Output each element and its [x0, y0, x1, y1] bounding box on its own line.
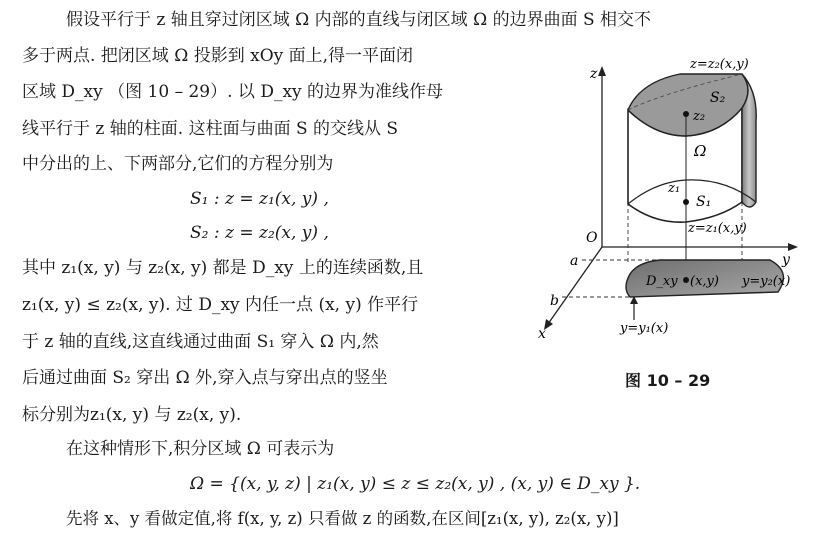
paragraph-line-11: 在这种情形下,积分区域 Ω 可表示为: [66, 439, 335, 459]
formula-s1: S₁ : z = z₁(x, y) ,: [190, 189, 329, 209]
label-z1: z₁: [668, 181, 681, 196]
label-s1: S₁: [696, 194, 712, 210]
z-axis-arrow: [598, 66, 606, 76]
paragraph-line-12: 先将 x、y 看做定值,将 f(x, y, z) 只看做 z 的函数,在区间[z₁(x, y), z₂(x, y)]: [66, 509, 619, 528]
label-omega: Ω: [694, 142, 707, 160]
figure-10-29: [530, 52, 830, 352]
label-dxy: D_xy: [646, 274, 678, 289]
label-top-surface: z=z₂(x,y): [690, 57, 749, 72]
point-z2: [683, 111, 689, 117]
paragraph-line-10: 标分别为z₁(x, y) 与 z₂(x, y).: [22, 405, 242, 425]
label-z2: z₂: [693, 109, 706, 124]
paragraph-line-3: 区域 D_xy （图 10 – 29）. 以 D_xy 的边界为准线作母: [22, 82, 444, 102]
paragraph-line-8: 于 z 轴的直线,这直线通过曲面 S₁ 穿入 Ω 内,然: [22, 332, 379, 352]
formula-s2: S₂ : z = z₂(x, y) ,: [190, 223, 329, 243]
y-axis-arrow: [788, 243, 798, 251]
z-axis-label: z: [590, 66, 598, 82]
point-z1: [683, 199, 689, 205]
paragraph-line-4: 线平行于 z 轴的柱面. 这柱面与曲面 S 的交线从 S: [22, 119, 399, 139]
label-y2: y=y₂(x): [742, 274, 791, 289]
point-xy: [683, 277, 689, 283]
origin-label: O: [586, 230, 598, 246]
paragraph-line-9: 后通过曲面 S₂ 穿出 Ω 外,穿入点与穿出点的竖坐: [22, 368, 388, 388]
label-bottom-surface: z=z₁(x,y): [688, 221, 747, 236]
label-y1: y=y₁(x): [620, 321, 669, 336]
paragraph-line-6: 其中 z₁(x, y) 与 z₂(x, y) 都是 D_xy 上的连续函数,且: [22, 258, 424, 278]
paragraph-line-2: 多于两点. 把闭区域 Ω 投影到 xOy 面上,得一平面闭: [22, 46, 414, 66]
paragraph-line-1: 假设平行于 z 轴且穿过闭区域 Ω 内部的直线与闭区域 Ω 的边界曲面 S 相交不: [66, 10, 652, 30]
paragraph-line-7: z₁(x, y) ≤ z₂(x, y). 过 D_xy 内任一点 (x, y) 作平行: [22, 295, 419, 315]
x-axis-label: x: [538, 326, 546, 342]
b-label: b: [550, 293, 559, 309]
y-axis-label: y: [782, 252, 790, 268]
paragraph-line-5: 中分出的上、下两部分,它们的方程分别为: [22, 154, 334, 174]
a-label: a: [570, 253, 579, 269]
figure-caption: 图 10 – 29: [625, 371, 711, 390]
formula-omega-region: Ω = {(x, y, z) | z₁(x, y) ≤ z ≤ z₂(x, y) , (x, y) ∈ D_xy }.: [190, 474, 641, 494]
label-s2: S₂: [710, 90, 726, 106]
label-point-xy: (x,y): [690, 274, 719, 289]
